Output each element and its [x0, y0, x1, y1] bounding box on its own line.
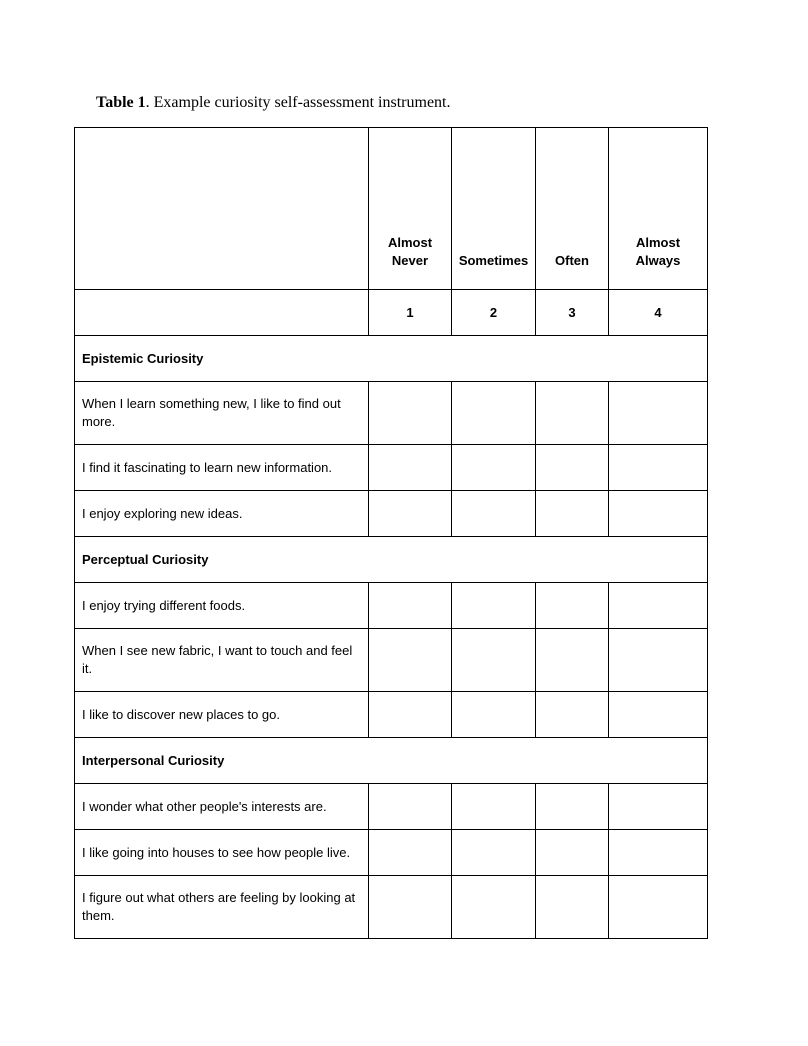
item-row: [75, 876, 708, 939]
item-statement: I enjoy exploring new ideas.: [75, 491, 369, 537]
item-row: [75, 830, 708, 876]
item-statement: I wonder what other people's interests are.: [75, 784, 369, 830]
rating-cell-2[interactable]: [452, 830, 536, 876]
caption-label: Table 1: [96, 94, 146, 111]
item-statement: I like going into houses to see how people live.: [75, 830, 369, 876]
number-empty-cell: [75, 290, 369, 336]
rating-cell-4[interactable]: [609, 784, 708, 830]
item-row: [75, 445, 708, 491]
item-statement: I enjoy trying different foods.: [75, 583, 369, 629]
section-header-row: [75, 336, 708, 382]
rating-cell-4[interactable]: [609, 830, 708, 876]
item-row: [75, 784, 708, 830]
scale-number-1: 1: [369, 290, 452, 336]
scale-label-sometimes: Sometimes: [452, 128, 536, 290]
scale-number-2: 2: [452, 290, 536, 336]
rating-cell-3[interactable]: [536, 692, 609, 738]
scale-header-row: [75, 128, 708, 290]
scale-label-often: Often: [536, 128, 609, 290]
rating-cell-3[interactable]: [536, 784, 609, 830]
rating-cell-3[interactable]: [536, 382, 609, 445]
rating-cell-2[interactable]: [452, 876, 536, 939]
rating-cell-1[interactable]: [369, 692, 452, 738]
item-statement: I find it fascinating to learn new information.: [75, 445, 369, 491]
item-row: [75, 583, 708, 629]
rating-cell-2[interactable]: [452, 445, 536, 491]
item-row: [75, 491, 708, 537]
header-empty-cell: [75, 128, 369, 290]
section-title: Interpersonal Curiosity: [75, 738, 708, 784]
item-row: [75, 382, 708, 445]
rating-cell-1[interactable]: [369, 382, 452, 445]
rating-cell-2[interactable]: [452, 583, 536, 629]
rating-cell-3[interactable]: [536, 629, 609, 692]
rating-cell-4[interactable]: [609, 491, 708, 537]
table-body: [75, 128, 708, 939]
section-header-row: [75, 738, 708, 784]
rating-cell-1[interactable]: [369, 583, 452, 629]
rating-cell-4[interactable]: [609, 445, 708, 491]
rating-cell-3[interactable]: [536, 583, 609, 629]
rating-cell-4[interactable]: [609, 583, 708, 629]
item-row: [75, 629, 708, 692]
rating-cell-2[interactable]: [452, 382, 536, 445]
rating-cell-4[interactable]: [609, 629, 708, 692]
scale-number-4: 4: [609, 290, 708, 336]
rating-cell-1[interactable]: [369, 830, 452, 876]
rating-cell-1[interactable]: [369, 491, 452, 537]
rating-cell-3[interactable]: [536, 491, 609, 537]
table-caption: [96, 94, 450, 112]
scale-label-almost-never: Almost Never: [369, 128, 452, 290]
item-statement: I figure out what others are feeling by looking at them.: [75, 876, 369, 939]
scale-number-3: 3: [536, 290, 609, 336]
rating-cell-3[interactable]: [536, 876, 609, 939]
rating-cell-1[interactable]: [369, 445, 452, 491]
rating-cell-3[interactable]: [536, 830, 609, 876]
rating-cell-1[interactable]: [369, 876, 452, 939]
scale-label-almost-always: Almost Always: [609, 128, 708, 290]
curiosity-instrument-table: [74, 127, 708, 939]
item-statement: I like to discover new places to go.: [75, 692, 369, 738]
section-title: Epistemic Curiosity: [75, 336, 708, 382]
rating-cell-2[interactable]: [452, 491, 536, 537]
section-header-row: [75, 537, 708, 583]
rating-cell-4[interactable]: [609, 876, 708, 939]
rating-cell-2[interactable]: [452, 692, 536, 738]
item-statement: When I learn something new, I like to find out more.: [75, 382, 369, 445]
section-title: Perceptual Curiosity: [75, 537, 708, 583]
item-statement: When I see new fabric, I want to touch and feel it.: [75, 629, 369, 692]
scale-number-row: [75, 290, 708, 336]
item-row: [75, 692, 708, 738]
rating-cell-2[interactable]: [452, 629, 536, 692]
rating-cell-1[interactable]: [369, 784, 452, 830]
rating-cell-2[interactable]: [452, 784, 536, 830]
caption-text: . Example curiosity self-assessment instrument.: [145, 94, 451, 111]
rating-cell-4[interactable]: [609, 382, 708, 445]
rating-cell-4[interactable]: [609, 692, 708, 738]
rating-cell-3[interactable]: [536, 445, 609, 491]
rating-cell-1[interactable]: [369, 629, 452, 692]
